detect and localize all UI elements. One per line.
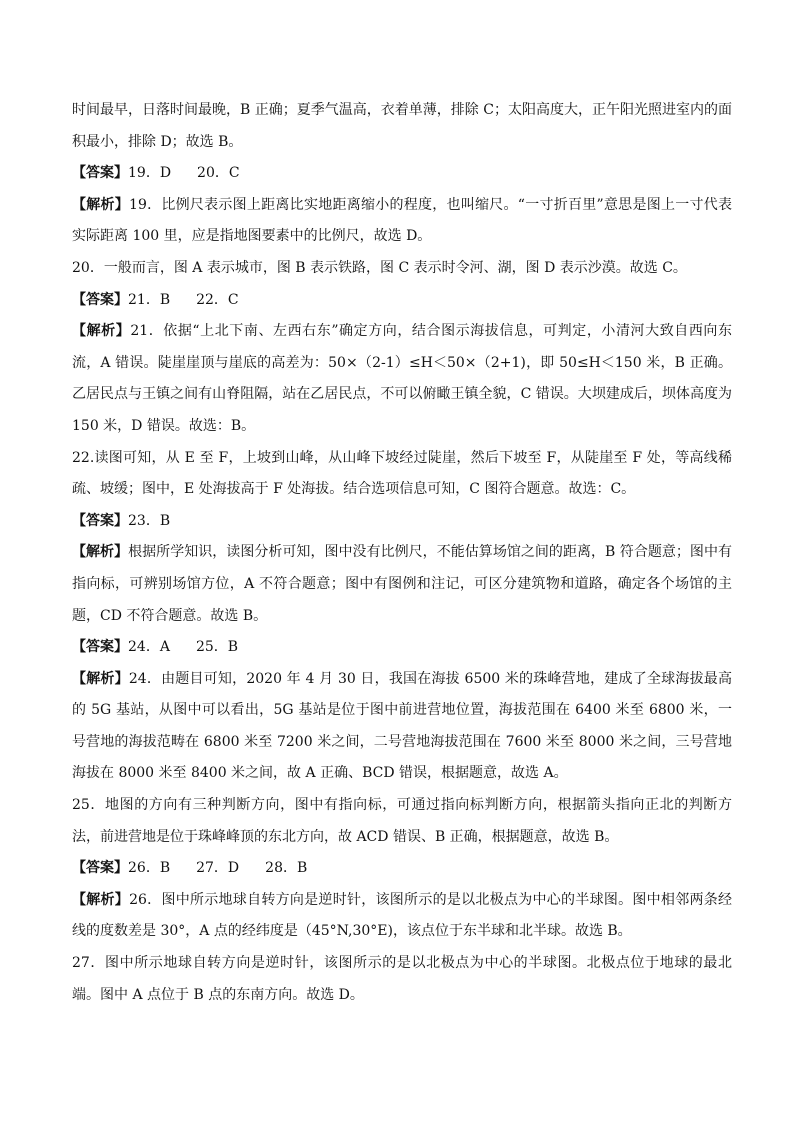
answer-label: 【答案】 xyxy=(72,291,128,308)
analysis-24: 【解析】24．由题目可知，2020 年 4 月 30 日，我国在海拔 6500 米的珠峰营地，建成了全球海拔最高的 5G 基站，从图中可以看出，5G 基站是位于图中前进营地位置，海拔范围在 6400 米至 6800 米，一号营地的海拔范畴在 6800 米至 7200 米之间，二号营地海拔范围在 7600 米至 8000 米之间，三号营地海拔在 8000 米至 8400 米之间，故 A 正确、BCD 错误，根据题意，故选 A。 xyxy=(72,670,732,782)
answer-label: 【答案】 xyxy=(72,165,128,182)
analysis-label: 【解析】 xyxy=(72,544,129,561)
analysis-21: 【解析】21．依据“上北下南、左西右东”确定方向，结合图示海拔信息，可判定，小清河大致自西向东流，A 错误。陡崖崖顶与崖底的高差为：50×（2-1）≤H＜50×（2+1)，即 50≤H＜150 米，B 正确。乙居民点与王镇之间有山脊阻隔，站在乙居民点，不可以俯瞰王镇全貌，C 错误。大坝建成后，坝体高度为 150 米，D 错误。故选：B。 xyxy=(72,323,732,434)
analysis-label: 【解析】 xyxy=(72,196,130,213)
analysis-label: 【解析】 xyxy=(72,891,130,908)
analysis-26: 【解析】26．图中所示地球自转方向是逆时针，该图所示的是以北极点为中心的半球图。图中相邻两条经线的度数差是 30°，A 点的经纬度是（45°N,30°E)，该点位于东半球和北半球。故选 B。 xyxy=(72,891,733,940)
analysis-20: 20．一般而言，图 A 表示城市，图 B 表示铁路，图 C 表示时令河、湖，图 D 表示沙漠。故选 C。 xyxy=(72,259,687,276)
answer-line-19-20: 【答案】19．D 20．C xyxy=(72,165,240,182)
analysis-25: 25．地图的方向有三种判断方向，图中有指向标，可通过指向标判断方向，根据箭头指向正北的判断方法，前进营地是位于珠峰峰顶的东北方向，故 ACD 错误、B 正确，根据题意，故选 B。 xyxy=(72,797,732,845)
answer-line-23: 【答案】23．B xyxy=(72,512,171,529)
document-body xyxy=(72,95,732,1011)
answer-label: 【答案】 xyxy=(72,512,128,529)
answer-line-26-28: 【答案】26．B 27．D 28．B xyxy=(72,860,308,877)
answer-line-21-22: 【答案】21．B 22．C xyxy=(72,291,239,308)
analysis-label: 【解析】 xyxy=(72,670,129,687)
analysis-19: 【解析】19．比例尺表示图上距离比实地距离缩小的程度，也叫缩尺。“一寸折百里”意思是图上一寸代表实际距离 100 里，应是指地图要素中的比例尺，故选 D。 xyxy=(72,196,732,245)
analysis-label: 【解析】 xyxy=(72,323,131,340)
analysis-23: 【解析】根据所学知识，读图分析可知，图中没有比例尺，不能估算场馆之间的距离，B 符合题意；图中有指向标，可辨别场馆方位，A 不符合题意；图中有图例和注记，可区分建筑物和道路，确定各个场馆的主题，CD 不符合题意。故选 B。 xyxy=(72,544,732,624)
paragraph-intro: 时间最早，日落时间最晚，B 正确；夏季气温高，衣着单薄，排除 C；太阳高度大，正午阳光照进室内的面积最小，排除 D；故选 B。 xyxy=(72,102,732,150)
answer-label: 【答案】 xyxy=(72,860,128,877)
answer-line-24-25: 【答案】24．A 25．B xyxy=(72,639,239,656)
analysis-22: 22.读图可知，从 E 至 F，上坡到山峰，从山峰下坡经过陡崖，然后下坡至 F，从陡崖至 F 处，等高线稀疏、坡缓；图中，E 处海拔高于 F 处海拔。结合选项信息可知，C 图符合题意。故选：C。 xyxy=(72,449,732,498)
analysis-27: 27．图中所示地球自转方向是逆时针，该图所示的是以北极点为中心的半球图。北极点位于地球的最北端。图中 A 点位于 B 点的东南方向。故选 D。 xyxy=(72,955,732,1003)
answer-label: 【答案】 xyxy=(72,639,128,656)
